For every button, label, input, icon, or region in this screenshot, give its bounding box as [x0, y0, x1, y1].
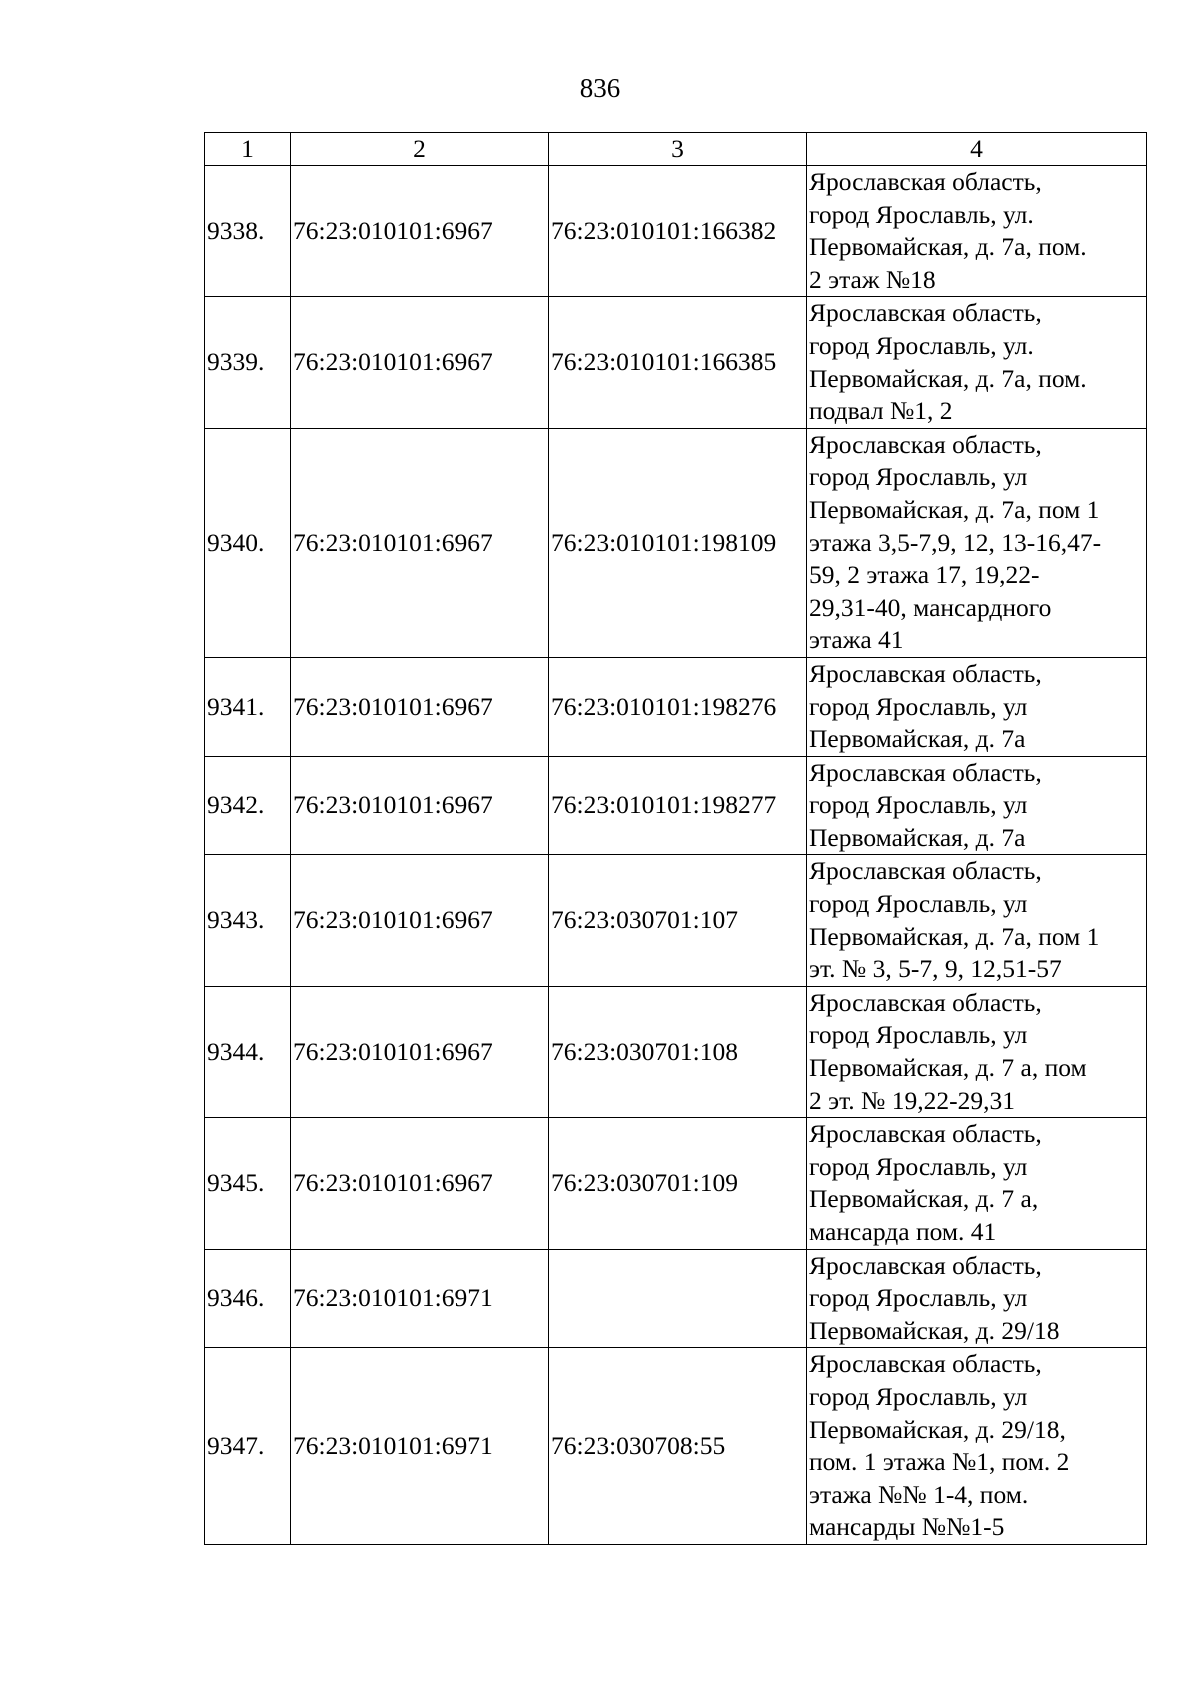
address-cell: [807, 166, 1147, 297]
table-row: [205, 1249, 1147, 1348]
address-line: этажа 3,5-7,9, 12, 13-16,47-: [809, 527, 1102, 557]
object-cadastral-number-cell: 76:23:030701:109: [549, 1118, 807, 1249]
column-header: 4: [807, 133, 1147, 166]
address-line: Ярославская область,: [809, 856, 1042, 886]
row-number-cell: 9343.: [205, 855, 291, 986]
address-line: город Ярославль, ул: [809, 1151, 1028, 1181]
address-line: 2 этаж №18: [809, 264, 936, 294]
table-row: [205, 855, 1147, 986]
address-cell: [807, 1249, 1147, 1348]
table-row: [205, 297, 1147, 428]
row-number-cell: 9340.: [205, 428, 291, 657]
object-cadastral-number-cell: 76:23:010101:198109: [549, 428, 807, 657]
address-cell: [807, 986, 1147, 1117]
address-line: Ярославская область,: [809, 987, 1042, 1017]
address-line: мансарда пом. 41: [809, 1217, 997, 1246]
address-line: Первомайская, д. 7а, пом 1: [809, 921, 1100, 951]
table-row: [205, 1348, 1147, 1545]
address-line: город Ярославль, ул: [809, 1020, 1028, 1050]
object-cadastral-number-cell: 76:23:010101:198276: [549, 657, 807, 756]
table-row: [205, 166, 1147, 297]
address-line: пом. 1 этажа №1, пом. 2: [809, 1447, 1070, 1477]
address-line: город Ярославль, ул: [809, 889, 1028, 919]
column-header: 3: [549, 133, 807, 166]
object-cadastral-number-cell: 76:23:010101:198277: [549, 756, 807, 855]
address-line: эт. № 3, 5-7, 9, 12,51-57: [809, 954, 1062, 984]
object-cadastral-number-cell: 76:23:010101:166382: [549, 166, 807, 297]
address-line: город Ярославль, ул: [809, 1283, 1028, 1313]
parent-cadastral-number-cell: 76:23:010101:6967: [291, 1118, 549, 1249]
parent-cadastral-number-cell: 76:23:010101:6967: [291, 657, 549, 756]
address-line: город Ярославль, ул: [809, 1381, 1028, 1411]
table-row: [205, 657, 1147, 756]
address-line: этажа 41: [809, 625, 904, 655]
address-line: город Ярославль, ул: [809, 462, 1028, 492]
address-line: Ярославская область,: [809, 429, 1042, 459]
object-cadastral-number-cell: [549, 1249, 807, 1348]
parent-cadastral-number-cell: 76:23:010101:6967: [291, 428, 549, 657]
registry-table: [204, 132, 1147, 1545]
address-line: город Ярославль, ул.: [809, 199, 1034, 229]
address-cell: [807, 1348, 1147, 1545]
address-line: Первомайская, д. 7а: [809, 822, 1026, 852]
row-number-cell: 9345.: [205, 1118, 291, 1249]
address-line: город Ярославль, ул.: [809, 330, 1034, 360]
address-line: 29,31-40, мансардного: [809, 592, 1052, 622]
registry-table-body: [205, 133, 1147, 1545]
address-line: Ярославская область,: [809, 167, 1042, 196]
address-line: Ярославская область,: [809, 1250, 1042, 1280]
parent-cadastral-number-cell: 76:23:010101:6971: [291, 1249, 549, 1348]
address-line: Ярославская область,: [809, 1349, 1042, 1379]
row-number-cell: 9339.: [205, 297, 291, 428]
parent-cadastral-number-cell: 76:23:010101:6971: [291, 1348, 549, 1545]
object-cadastral-number-cell: 76:23:030701:107: [549, 855, 807, 986]
address-line: Первомайская, д. 7а, пом.: [809, 363, 1087, 393]
row-number-cell: 9338.: [205, 166, 291, 297]
address-line: Первомайская, д. 7 а,: [809, 1184, 1039, 1214]
address-cell: [807, 855, 1147, 986]
address-line: город Ярославль, ул: [809, 790, 1028, 820]
page-number: 836: [579, 73, 621, 103]
address-line: Ярославская область,: [809, 1119, 1042, 1149]
table-row: [205, 428, 1147, 657]
row-number-cell: 9347.: [205, 1348, 291, 1545]
parent-cadastral-number-cell: 76:23:010101:6967: [291, 297, 549, 428]
parent-cadastral-number-cell: 76:23:010101:6967: [291, 986, 549, 1117]
address-line: Первомайская, д. 7а: [809, 724, 1026, 754]
address-cell: [807, 428, 1147, 657]
row-number-cell: 9346.: [205, 1249, 291, 1348]
address-line: Ярославская область,: [809, 298, 1042, 328]
address-line: Ярославская область,: [809, 757, 1042, 787]
column-header: 2: [291, 133, 549, 166]
address-line: Первомайская, д. 7 а, пом: [809, 1053, 1087, 1083]
address-line: город Ярославль, ул: [809, 691, 1028, 721]
row-number-cell: 9342.: [205, 756, 291, 855]
object-cadastral-number-cell: 76:23:030708:55: [549, 1348, 807, 1545]
address-line: Первомайская, д. 7а, пом.: [809, 232, 1087, 262]
table-header-row: [205, 133, 1147, 166]
table-row: [205, 756, 1147, 855]
column-header: 1: [205, 133, 291, 166]
address-cell: [807, 297, 1147, 428]
address-line: этажа №№ 1-4, пом.: [809, 1479, 1029, 1509]
address-line: Первомайская, д. 29/18: [809, 1315, 1060, 1345]
address-line: мансарды №№1-5: [809, 1512, 1005, 1542]
address-cell: [807, 1118, 1147, 1249]
parent-cadastral-number-cell: 76:23:010101:6967: [291, 756, 549, 855]
address-line: Первомайская, д. 7а, пом 1: [809, 494, 1100, 524]
object-cadastral-number-cell: 76:23:030701:108: [549, 986, 807, 1117]
address-cell: [807, 657, 1147, 756]
object-cadastral-number-cell: 76:23:010101:166385: [549, 297, 807, 428]
table-row: [205, 1118, 1147, 1249]
address-line: Первомайская, д. 29/18,: [809, 1414, 1066, 1444]
parent-cadastral-number-cell: 76:23:010101:6967: [291, 855, 549, 986]
address-line: Ярославская область,: [809, 658, 1042, 688]
row-number-cell: 9341.: [205, 657, 291, 756]
parent-cadastral-number-cell: 76:23:010101:6967: [291, 166, 549, 297]
address-cell: [807, 756, 1147, 855]
address-line: 59, 2 этажа 17, 19,22-: [809, 560, 1040, 590]
address-line: 2 эт. № 19,22-29,31: [809, 1085, 1015, 1115]
table-row: [205, 986, 1147, 1117]
address-line: подвал №1, 2: [809, 396, 953, 426]
row-number-cell: 9344.: [205, 986, 291, 1117]
